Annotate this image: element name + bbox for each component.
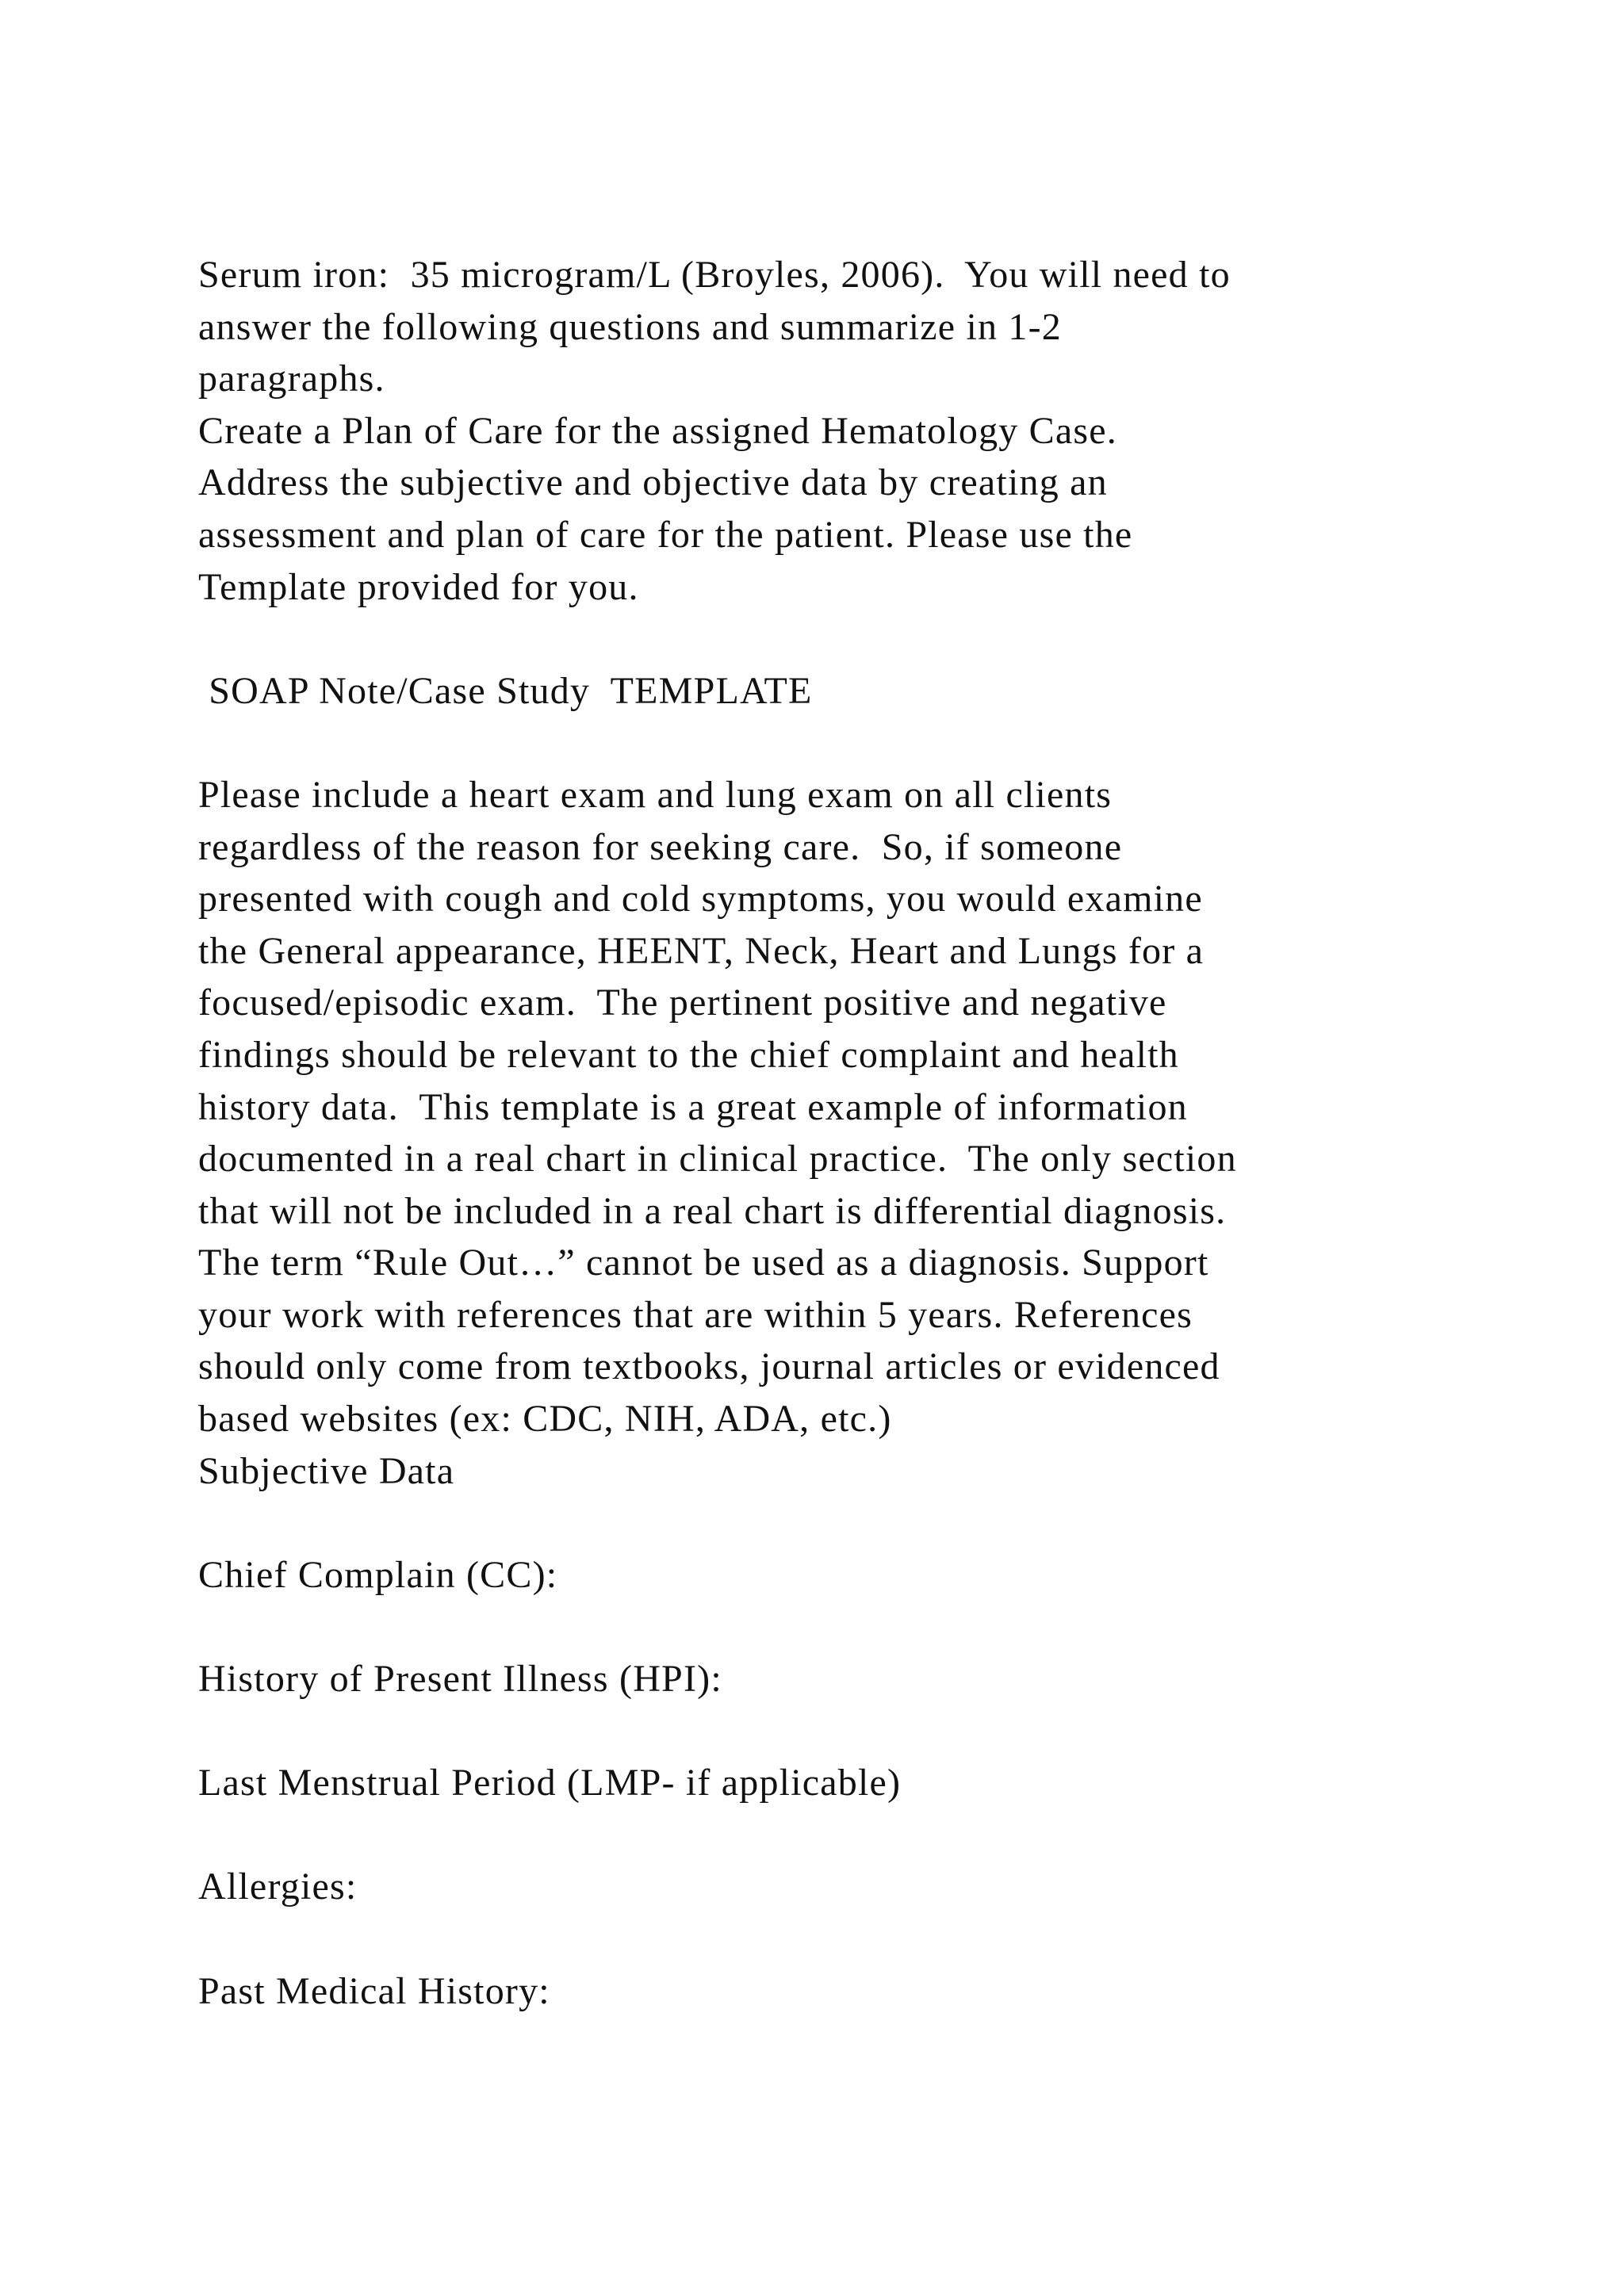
field-past-medical-history: Past Medical History: bbox=[198, 1969, 550, 2012]
instructions-line: the General appearance, HEENT, Neck, Heart and Lungs for a bbox=[198, 929, 1205, 972]
blank-line bbox=[198, 717, 1483, 769]
intro-line: Serum iron: 35 microgram/L (Broyles, 2006). You will need to bbox=[198, 254, 1231, 296]
field-chief-complaint: Chief Complain (CC): bbox=[198, 1553, 558, 1596]
intro-line: answer the following questions and summarize in 1-2 bbox=[198, 305, 1062, 348]
blank-line bbox=[198, 613, 1483, 665]
intro-line: Create a Plan of Care for the assigned Hematology Case. bbox=[198, 409, 1117, 452]
instructions-line: Please include a heart exam and lung exam on all clients bbox=[198, 773, 1113, 816]
intro-paragraph bbox=[198, 249, 1483, 613]
intro-line: Address the subjective and objective data by creating an bbox=[198, 461, 1108, 504]
intro-line: assessment and plan of care for the patient. Please use the bbox=[198, 513, 1133, 556]
instructions-line: documented in a real chart in clinical practice. The only section bbox=[198, 1138, 1237, 1181]
instructions-line: based websites (ex: CDC, NIH, ADA, etc.) bbox=[198, 1398, 892, 1441]
instructions-line: The term “Rule Out…” cannot be used as a diagnosis. Support bbox=[198, 1242, 1209, 1284]
instructions-line: presented with cough and cold symptoms, you would examine bbox=[198, 878, 1203, 920]
template-title: SOAP Note/Case Study TEMPLATE bbox=[198, 669, 813, 712]
field-hpi: History of Present Illness (HPI): bbox=[198, 1658, 722, 1701]
instructions-line: that will not be included in a real chart is differential diagnosis. bbox=[198, 1189, 1227, 1232]
blank-line bbox=[198, 1913, 1483, 1965]
instructions-line: should only come from textbooks, journal articles or evidenced bbox=[198, 1345, 1220, 1388]
blank-line bbox=[198, 1809, 1483, 1862]
intro-line: paragraphs. bbox=[198, 358, 385, 400]
field-lmp: Last Menstrual Period (LMP- if applicable) bbox=[198, 1762, 902, 1804]
document-body bbox=[198, 249, 1483, 2017]
instructions-line: findings should be relevant to the chief complaint and health bbox=[198, 1033, 1179, 1076]
field-allergies: Allergies: bbox=[198, 1866, 358, 1908]
instructions-paragraph bbox=[198, 769, 1483, 1445]
instructions-line: your work with references that are within 5 years. References bbox=[198, 1293, 1193, 1336]
instructions-line: history data. This template is a great example of information bbox=[198, 1085, 1188, 1128]
blank-line bbox=[198, 1601, 1483, 1653]
intro-line: Template provided for you. bbox=[198, 565, 639, 608]
instructions-line: focused/episodic exam. The pertinent positive and negative bbox=[198, 982, 1167, 1024]
blank-line bbox=[198, 1497, 1483, 1549]
blank-line bbox=[198, 1705, 1483, 1758]
instructions-line: regardless of the reason for seeking care. So, if someone bbox=[198, 825, 1123, 868]
subjective-heading: Subjective Data bbox=[198, 1449, 455, 1492]
